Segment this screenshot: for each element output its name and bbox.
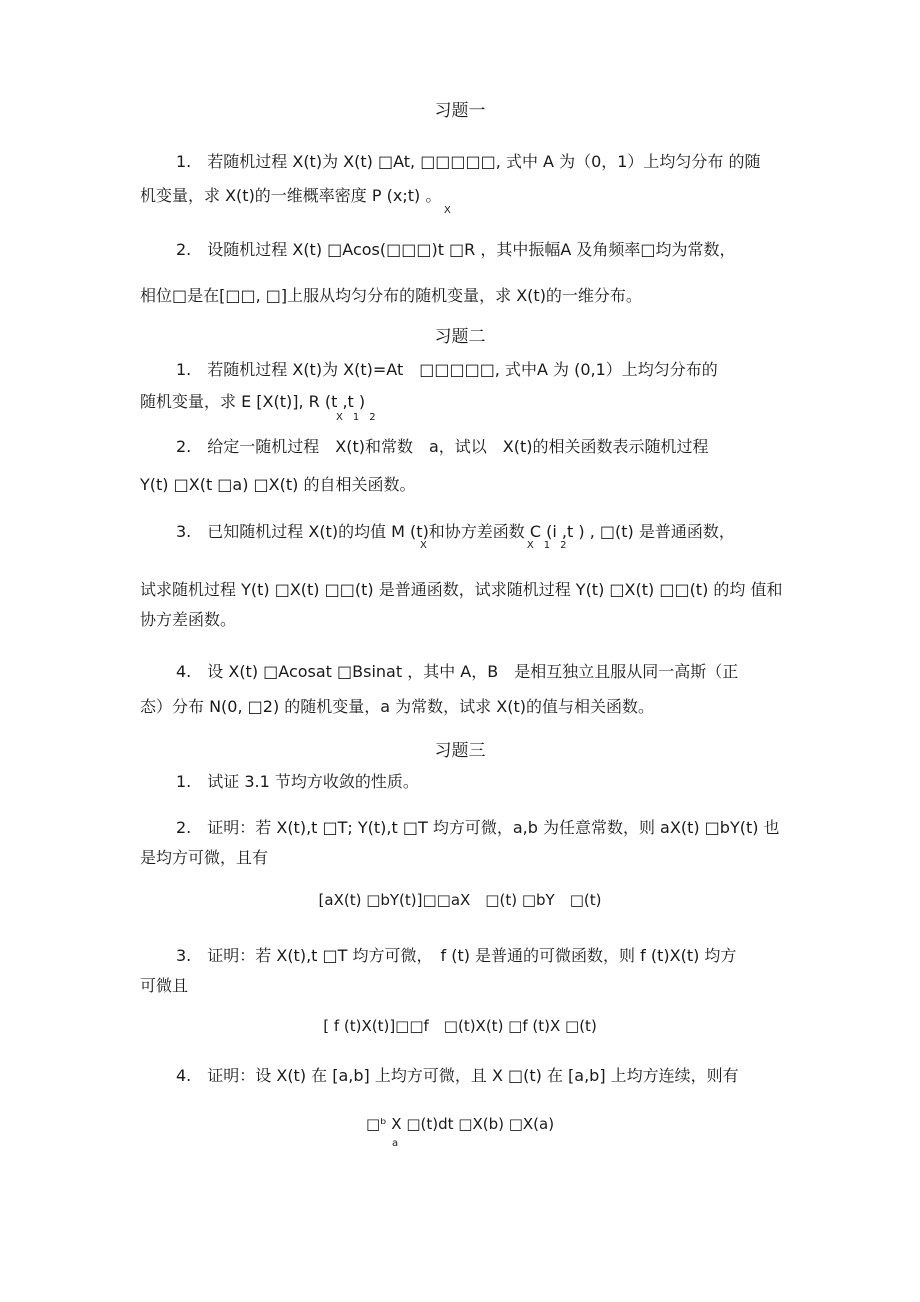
problem-2-3-line1: 3. 已知随机过程 X(t)的均值 M (t)和协方差函数 C (i ,t ) , □(t) 是普通函数， bbox=[176, 522, 735, 541]
problem-2-3-line2: 试求随机过程 Y(t) □X(t) □□(t) 是普通函数，试求随机过程 Y(t) □X(t) □□(t) 的均 值和 bbox=[140, 580, 783, 599]
problem-2-1-line1: 1. 若随机过程 X(t)为 X(t)=At □□□□□, 式中A 为 (0,1）上均匀分布的 bbox=[176, 360, 718, 379]
problem-3-2-line2: 是均方可微，且有 bbox=[140, 848, 269, 867]
problem-1-1-line1: 1. 若随机过程 X(t)为 X(t) □At, □□□□□, 式中 A 为（0，1）上均匀分布 的随 bbox=[176, 152, 761, 171]
problem-2-3-line3: 协方差函数。 bbox=[140, 610, 237, 629]
problem-2-1-line2: 随机变量，求 E [X(t)], R (t ,t ) bbox=[140, 392, 366, 411]
problem-2-4-line2: 态）分布 N(0, □2) 的随机变量，a 为常数，试求 X(t)的值与相关函数。 bbox=[140, 697, 654, 716]
problem-2-2-line1: 2. 给定一随机过程 X(t)和常数 a，试以 X(t)的相关函数表示随机过程 bbox=[176, 437, 709, 456]
problem-1-2-line2: 相位□是在[□□, □]上服从均匀分布的随机变量，求 X(t)的一维分布。 bbox=[140, 286, 642, 305]
problem-1-1-line2: 机变量，求 X(t)的一维概率密度 P (x;t) 。 bbox=[140, 186, 442, 205]
problem-1-2-line1: 2. 设随机过程 X(t) □Acos(□□□)t □R ，其中振幅A 及角频率□均为常数， bbox=[176, 240, 736, 259]
problem-3-3-line1: 3. 证明：若 X(t),t □T 均方可微， f (t) 是普通的可微函数，则 f (t)X(t) 均方 bbox=[176, 946, 737, 965]
section-title-2: 习题二 bbox=[434, 327, 486, 347]
problem-3-1-line1: 1. 试证 3.1 节均方收敛的性质。 bbox=[176, 772, 419, 791]
section-title-1: 习题一 bbox=[434, 101, 486, 121]
problem-2-3-subscript: X X 1 2 bbox=[420, 540, 567, 551]
problem-3-4-line1: 4. 证明：设 X(t) 在 [a,b] 上均方可微，且 X □(t) 在 [a,b] 上均方连续，则有 bbox=[176, 1066, 739, 1085]
problem-3-3-formula: [ f (t)X(t)]□□f □(t)X(t) □f (t)X □(t) bbox=[323, 1017, 597, 1035]
problem-1-1-subscript: X bbox=[444, 205, 451, 216]
problem-2-4-line1: 4. 设 X(t) □Acosat □Bsinat ，其中 A，B 是相互独立且服从同一高斯（正 bbox=[176, 662, 739, 681]
problem-3-3-line2: 可微且 bbox=[140, 976, 189, 995]
problem-3-2-line1: 2. 证明：若 X(t),t □T; Y(t),t □T 均方可微，a,b 为任意常数，则 aX(t) □bY(t) 也 bbox=[176, 818, 780, 837]
section-title-3: 习题三 bbox=[434, 741, 486, 761]
problem-2-1-subscript: X 1 2 bbox=[336, 412, 376, 423]
problem-3-2-formula: [aX(t) □bY(t)]□□aX □(t) □bY □(t) bbox=[318, 891, 602, 909]
problem-3-4-formula: □ᵇ X □(t)dt □X(b) □X(a) bbox=[365, 1115, 555, 1133]
problem-2-2-line2: Y(t) □X(t □a) □X(t) 的自相关函数。 bbox=[140, 475, 416, 494]
problem-3-4-integral-lower-limit: a bbox=[392, 1138, 399, 1149]
